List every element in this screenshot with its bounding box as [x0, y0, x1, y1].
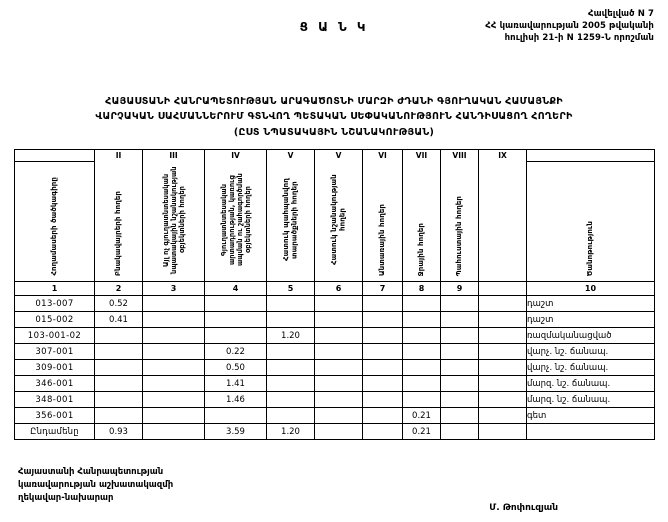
row-settlement [95, 376, 143, 392]
subtitle-line-1: ՀԱՅԱՍՏԱՆԻ ՀԱՆՐԱՊԵՏՈՒԹՅԱՆ ԱՐԱԳԱԾՈՏՆԻ ՄԱՐԶԻ ԺԴԱՆԻ ԳՅՈՒՂԱԿԱՆ ՀԱՄԱՅՆՔԻ [105, 96, 563, 107]
number-cell-2: 2 [95, 282, 143, 296]
roman-cell-11 [527, 150, 655, 162]
row-blank [479, 312, 527, 328]
row-forest [363, 392, 403, 408]
row-agri-objects: 1.41 [205, 376, 267, 392]
column-header-water [403, 162, 441, 282]
subtitle-line-3: (ԸՍՏ ՆՊԱՏԱԿԱՅԻՆ ՆՇԱՆԱԿՈՒԹՅԱՆ) [233, 127, 435, 138]
column-header-code-label: Հողամասերի ծածկագիրը [50, 177, 59, 276]
roman-cell-5: V [267, 150, 315, 162]
row-agri-objects [205, 328, 267, 344]
row-note: վարչ. նշ. ճանապ. [527, 360, 655, 376]
column-header-reserve-label: Պահուստային հողեր [455, 195, 464, 276]
annex-line-3: հուլիսի 21-ի N 1259-Ն որոշման [504, 33, 654, 43]
row-protected [267, 344, 315, 360]
column-header-protected [267, 162, 315, 282]
signatory-line-3: ղեկավար-նախարար [18, 493, 114, 503]
signatory-name: Մ. Թոփուզյան [489, 503, 558, 513]
row-settlement [95, 328, 143, 344]
number-cell-1: 1 [15, 282, 95, 296]
total-agri-objects: 3.59 [205, 424, 267, 440]
row-note: դաշտ [527, 312, 655, 328]
signatory-line-1: Հայաստանի Հանրապետության [18, 467, 164, 477]
table-row [15, 408, 655, 424]
total-note [527, 424, 655, 440]
table-column-label-row [15, 162, 655, 282]
row-blank [479, 328, 527, 344]
total-reserve [441, 424, 479, 440]
row-blank [479, 392, 527, 408]
row-note: գետ [527, 408, 655, 424]
row-agri-objects: 0.22 [205, 344, 267, 360]
number-cell-3: 3 [143, 282, 205, 296]
row-settlement [95, 360, 143, 376]
row-reserve [441, 392, 479, 408]
row-nonagri [143, 344, 205, 360]
row-special [315, 376, 363, 392]
row-code: 346-001 [15, 376, 95, 392]
column-header-reserve [441, 162, 479, 282]
row-protected [267, 392, 315, 408]
column-header-code [15, 162, 95, 282]
row-code: 103-001-02 [15, 328, 95, 344]
roman-cell-10: IX [479, 150, 527, 162]
row-blank [479, 376, 527, 392]
annex-line-2: ՀՀ կառավարության 2005 թվականի [485, 21, 654, 31]
row-agri-objects: 0.50 [205, 360, 267, 376]
row-reserve [441, 408, 479, 424]
row-nonagri [143, 312, 205, 328]
row-settlement: 0.52 [95, 296, 143, 312]
row-nonagri [143, 360, 205, 376]
column-header-forest-label: Անտառային հողեր [378, 203, 387, 276]
column-header-nonagri-label: Այլ ոչ գյուղատնտեսական նպատակային նշանակության օբյեկտների հողեր [161, 166, 186, 274]
total-water: 0.21 [403, 424, 441, 440]
column-header-protected-label: Հատուկ պահպանվող տարածքների հողեր [282, 178, 299, 262]
table-row [15, 392, 655, 408]
total-label: Ընդամենը [15, 424, 95, 440]
row-special [315, 328, 363, 344]
row-settlement: 0.41 [95, 312, 143, 328]
row-protected [267, 296, 315, 312]
row-forest [363, 344, 403, 360]
row-reserve [441, 312, 479, 328]
column-header-settlement-label: Բնակավայրերի հողեր [114, 190, 123, 276]
total-settlement: 0.93 [95, 424, 143, 440]
column-header-nonagri [143, 162, 205, 282]
row-forest [363, 296, 403, 312]
row-water [403, 312, 441, 328]
row-protected [267, 312, 315, 328]
row-nonagri [143, 408, 205, 424]
row-agri-objects [205, 312, 267, 328]
row-reserve [441, 376, 479, 392]
table-row [15, 312, 655, 328]
number-cell-blank [479, 282, 527, 296]
signatory-line-2: կառավարության աշխատակազմի [18, 480, 174, 490]
number-cell-6: 6 [315, 282, 363, 296]
roman-cell-8: VII [403, 150, 441, 162]
row-agri-objects [205, 296, 267, 312]
land-registry-table [14, 149, 655, 440]
number-cell-10: 10 [527, 282, 655, 296]
column-header-special [315, 162, 363, 282]
row-blank [479, 360, 527, 376]
row-code: 013-007 [15, 296, 95, 312]
number-cell-9: 9 [441, 282, 479, 296]
row-nonagri [143, 296, 205, 312]
total-blank [479, 424, 527, 440]
column-header-note [527, 162, 655, 282]
document-footer [14, 466, 654, 522]
table-roman-header-row [15, 150, 655, 162]
row-forest [363, 328, 403, 344]
roman-cell-4: IV [205, 150, 267, 162]
row-blank [479, 408, 527, 424]
row-water [403, 376, 441, 392]
row-protected [267, 408, 315, 424]
row-reserve [441, 344, 479, 360]
roman-cell-1 [15, 150, 95, 162]
row-note: մարզ. նշ. ճանապ. [527, 392, 655, 408]
row-note: վարչ. նշ. ճանապ. [527, 344, 655, 360]
row-water [403, 360, 441, 376]
roman-cell-9: VIII [441, 150, 479, 162]
table-row [15, 328, 655, 344]
table-number-row [15, 282, 655, 296]
row-special [315, 408, 363, 424]
table-row [15, 296, 655, 312]
row-code: 307-001 [15, 344, 95, 360]
signatory-title [18, 466, 173, 505]
row-special [315, 312, 363, 328]
row-water [403, 296, 441, 312]
row-code: 348-001 [15, 392, 95, 408]
row-forest [363, 408, 403, 424]
row-water [403, 392, 441, 408]
row-nonagri [143, 328, 205, 344]
document-header [14, 6, 654, 64]
row-water [403, 344, 441, 360]
row-protected [267, 360, 315, 376]
roman-cell-7: VI [363, 150, 403, 162]
total-nonagri [143, 424, 205, 440]
number-cell-4: 4 [205, 282, 267, 296]
number-cell-8: 8 [403, 282, 441, 296]
row-special [315, 360, 363, 376]
table-row [15, 376, 655, 392]
row-nonagri [143, 392, 205, 408]
column-header-note-label: Ծանոթություն [586, 220, 595, 276]
table-row [15, 344, 655, 360]
total-special [315, 424, 363, 440]
row-agri-objects: 1.46 [205, 392, 267, 408]
row-special [315, 392, 363, 408]
roman-cell-3: III [143, 150, 205, 162]
column-header-water-label: Ջրային հողեր [417, 222, 426, 276]
number-cell-7: 7 [363, 282, 403, 296]
row-protected [267, 376, 315, 392]
annex-line-1: Հավելված N 7 [587, 9, 654, 19]
total-protected: 1.20 [267, 424, 315, 440]
number-cell-5: 5 [267, 282, 315, 296]
row-blank [479, 344, 527, 360]
column-header-forest [363, 162, 403, 282]
row-protected: 1.20 [267, 328, 315, 344]
row-forest [363, 312, 403, 328]
row-code: 309-001 [15, 360, 95, 376]
row-special [315, 344, 363, 360]
row-water [403, 328, 441, 344]
document-subtitle [14, 94, 654, 140]
column-header-agri-objects [205, 162, 267, 282]
row-settlement [95, 408, 143, 424]
column-header-agri-objects-label: Գյուղատնտեսական արտադրության, կառուց ապման ու շահագործման օբյեկտների հողեր [219, 173, 252, 267]
row-forest [363, 376, 403, 392]
row-note: մարզ. նշ. ճանապ. [527, 376, 655, 392]
row-special [315, 296, 363, 312]
row-settlement [95, 392, 143, 408]
row-code: 015-002 [15, 312, 95, 328]
column-header-special-label: Հատուկ նշանակության հողեր [330, 174, 347, 266]
roman-cell-2: II [95, 150, 143, 162]
roman-cell-6: V [315, 150, 363, 162]
row-blank [479, 296, 527, 312]
row-reserve [441, 328, 479, 344]
row-nonagri [143, 376, 205, 392]
row-forest [363, 360, 403, 376]
row-agri-objects [205, 408, 267, 424]
column-header-blank [479, 162, 527, 282]
row-settlement [95, 344, 143, 360]
row-note: դաշտ [527, 296, 655, 312]
row-reserve [441, 360, 479, 376]
total-forest [363, 424, 403, 440]
subtitle-line-2: ՎԱՐՉԱԿԱՆ ՍԱՀՄԱՆՆԵՐՈՒՄ ԳՏՆՎՈՂ ՊԵՏԱԿԱՆ ՍԵՓԱԿԱՆՈՒԹՅՈՒՆ ՀԱՆԴԻՍԱՑՈՂ ՀՈՂԵՐԻ [95, 111, 573, 122]
row-code: 356-001 [15, 408, 95, 424]
row-note: ռազմականացված [527, 328, 655, 344]
column-header-settlement [95, 162, 143, 282]
row-reserve [441, 296, 479, 312]
document-title: Ց Ա Ն Կ [299, 20, 369, 34]
table-row [15, 360, 655, 376]
table-total-row [15, 424, 655, 440]
row-water: 0.21 [403, 408, 441, 424]
